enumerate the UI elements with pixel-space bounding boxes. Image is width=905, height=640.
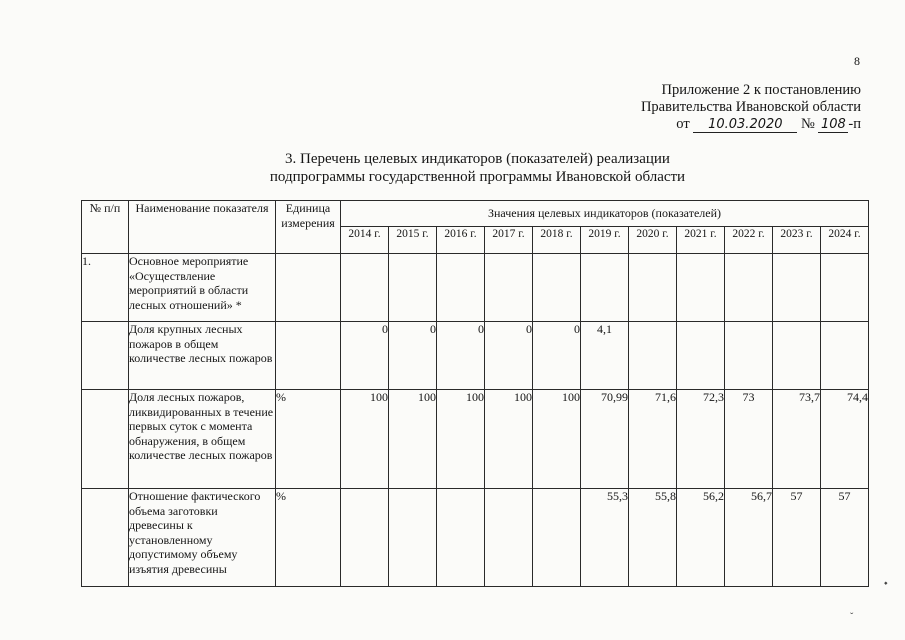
value-cell [533, 489, 581, 587]
value-cell: 100 [485, 390, 533, 489]
value-cell: 4,1 [581, 322, 629, 390]
year-header: 2022 г. [725, 227, 773, 254]
year-header: 2017 г. [485, 227, 533, 254]
section-title [0, 150, 905, 186]
value-cell: 0 [533, 322, 581, 390]
section-title-line-2: подпрограммы государственной программы Ивановской области [269, 169, 686, 185]
scan-mark: ⬩ [884, 578, 888, 589]
value-cell [677, 254, 725, 322]
number-suffix: -п [848, 116, 861, 132]
value-cell [437, 489, 485, 587]
value-cell: 56,7 [725, 489, 773, 587]
appendix-header [641, 82, 861, 133]
value-cell [773, 322, 821, 390]
row-num [82, 489, 129, 587]
row-num: 1. [82, 254, 129, 322]
handwritten-date: 10.03.2020 [693, 117, 797, 133]
value-cell: 0 [341, 322, 389, 390]
value-cell: 100 [437, 390, 485, 489]
row-num [82, 322, 129, 390]
number-label: № [800, 116, 815, 132]
section-title-line-1: 3. Перечень целевых индикаторов (показателей) реализации [285, 151, 670, 167]
year-header: 2021 г. [677, 227, 725, 254]
appendix-line-3 [641, 116, 861, 133]
year-header: 2015 г. [389, 227, 437, 254]
value-cell [821, 254, 869, 322]
row-name: Доля лесных пожаров, ликвидированных в течение первых суток с момента обнаружения, в общем количестве лесных пожаров [129, 390, 276, 489]
value-cell: 0 [485, 322, 533, 390]
header-name: Наименование показателя [129, 201, 276, 254]
value-cell: 70,99 [581, 390, 629, 489]
scan-mark: ˇ [850, 612, 854, 623]
year-header: 2014 г. [341, 227, 389, 254]
table-row [82, 254, 869, 322]
year-header: 2018 г. [533, 227, 581, 254]
row-unit: % [276, 489, 341, 587]
row-name: Основное мероприятие «Осуществление мероприятий в области лесных отношений» * [129, 254, 276, 322]
value-cell: 57 [821, 489, 869, 587]
value-cell: 55,8 [629, 489, 677, 587]
value-cell: 0 [437, 322, 485, 390]
value-cell: 0 [389, 322, 437, 390]
value-cell: 72,3 [677, 390, 725, 489]
value-cell [341, 254, 389, 322]
value-cell: 100 [533, 390, 581, 489]
value-cell: 100 [389, 390, 437, 489]
year-header: 2019 г. [581, 227, 629, 254]
row-unit [276, 322, 341, 390]
appendix-line-1: Приложение 2 к постановлению [661, 82, 861, 98]
value-cell [341, 489, 389, 587]
value-cell: 71,6 [629, 390, 677, 489]
value-cell: 74,4 [821, 390, 869, 489]
page-number: 8 [854, 54, 860, 68]
year-header: 2024 г. [821, 227, 869, 254]
year-header: 2016 г. [437, 227, 485, 254]
value-cell: 100 [341, 390, 389, 489]
value-cell [581, 254, 629, 322]
value-cell [725, 322, 773, 390]
row-name: Отношение фактического объема заготовки древесины к установленному допустимому объему изъятия древесины [129, 489, 276, 587]
value-cell [533, 254, 581, 322]
value-cell [485, 254, 533, 322]
value-cell [629, 254, 677, 322]
table-row [82, 390, 869, 489]
row-name: Доля крупных лесных пожаров в общем количестве лесных пожаров [129, 322, 276, 390]
value-cell: 73,7 [773, 390, 821, 489]
year-header: 2020 г. [629, 227, 677, 254]
value-cell [389, 489, 437, 587]
value-cell [677, 322, 725, 390]
value-cell: 56,2 [677, 489, 725, 587]
row-unit: % [276, 390, 341, 489]
row-unit [276, 254, 341, 322]
appendix-line-2: Правительства Ивановской области [640, 99, 861, 115]
value-cell [389, 254, 437, 322]
value-cell [485, 489, 533, 587]
header-num: № п/п [82, 201, 129, 254]
value-cell [773, 254, 821, 322]
handwritten-number: 108 [818, 117, 848, 133]
value-cell: 55,3 [581, 489, 629, 587]
value-cell [725, 254, 773, 322]
indicators-table [81, 200, 869, 587]
table-row [82, 322, 869, 390]
value-cell [821, 322, 869, 390]
table-row [82, 489, 869, 587]
row-num [82, 390, 129, 489]
year-header: 2023 г. [773, 227, 821, 254]
value-cell [629, 322, 677, 390]
header-unit: Единица измерения [276, 201, 341, 254]
value-cell: 73 [725, 390, 773, 489]
value-cell: 57 [773, 489, 821, 587]
header-values: Значения целевых индикаторов (показателей) [341, 201, 869, 227]
from-label: от [676, 116, 690, 132]
value-cell [437, 254, 485, 322]
